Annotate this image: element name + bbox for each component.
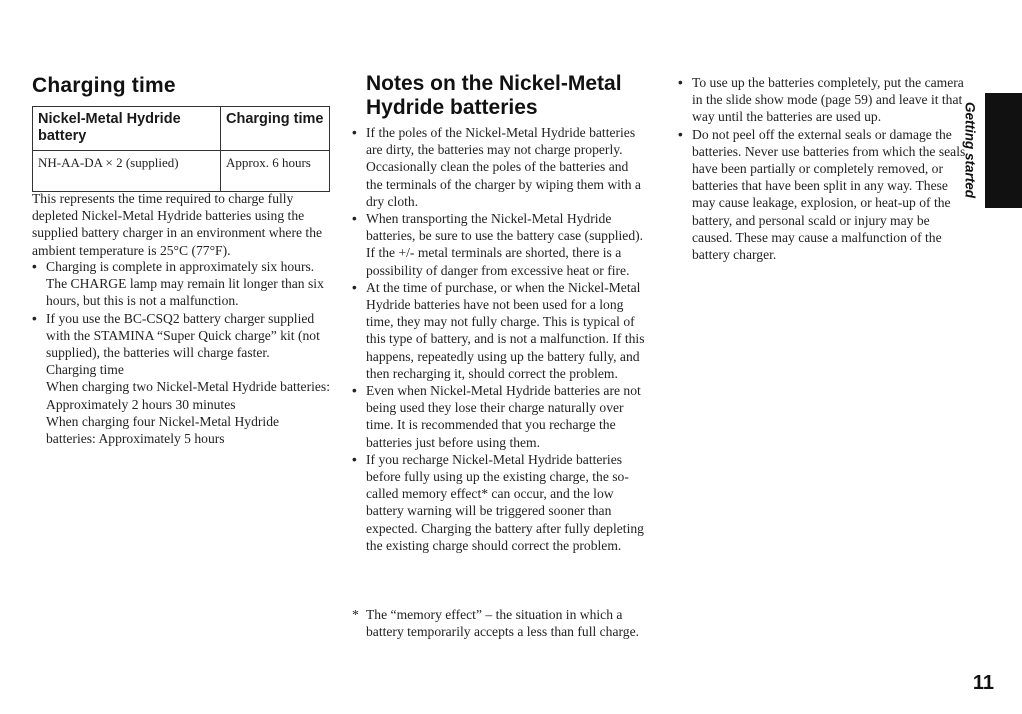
- time-cell: Approx. 6 hours: [221, 151, 330, 192]
- time-column-header: Charging time: [221, 107, 330, 151]
- notes-heading: Notes on the Nickel-Metal Hydride batteries: [366, 72, 622, 119]
- list-item: • Do not peel off the external seals or damage the batteries. Never use batteries from which the seals have been partially or completely removed, or batteries that have been split in any way. These may cause leakage, explosion, or heat-up of the battery, and personal scald or injury may be caused. These may cause a malfunction of the battery charger.: [678, 126, 966, 264]
- right-notes-list: [678, 74, 966, 263]
- list-item: • If the poles of the Nickel-Metal Hydride batteries are dirty, the batteries may not charge properly. Occasionally clean the poles of the batteries and the terminals of the charger by wiping them with a dry cloth.: [352, 124, 648, 210]
- footnote-text: The “memory effect” – the situation in which a battery temporarily accepts a less than full charge.: [366, 607, 640, 640]
- battery-cell: NH-AA-DA × 2 (supplied): [33, 151, 221, 192]
- list-item: When charging four Nickel-Metal Hydride batteries: Approximately 5 hours: [46, 413, 280, 447]
- list-item: • Charging is complete in approximately six hours. The CHARGE lamp may remain lit longer than six hours, but this is not a malfunction.: [32, 258, 332, 310]
- list-item: • To use up the batteries completely, put the camera in the slide show mode (page 59) and leave it that way until the batteries are used up.: [678, 74, 966, 126]
- charging-notes-list: [32, 258, 332, 447]
- section-tab-marker: [985, 93, 1022, 208]
- charging-time-table: [32, 106, 330, 192]
- battery-column-header: Nickel-Metal Hydride battery: [33, 107, 221, 151]
- table-header-row: [33, 107, 330, 151]
- table-row: [33, 151, 330, 192]
- notes-list: [352, 124, 648, 554]
- page-number: 11: [972, 672, 994, 694]
- charging-description: This represents the time required to charge fully depleted Nickel-Metal Hydride batteries using the supplied battery charger in an environment where the ambient temperature is 25°C (77°F).: [32, 191, 323, 258]
- memory-effect-footnote: [352, 606, 662, 640]
- list-item: • If you use the BC-CSQ2 battery charger supplied with the STAMINA “Super Quick charge” kit (not supplied), the batteries will charge faster.: [32, 310, 332, 362]
- asterisk-mark: *: [352, 607, 359, 622]
- sub-heading: Charging time: [46, 362, 124, 378]
- charging-time-heading: Charging time: [32, 74, 176, 97]
- list-item: • At the time of purchase, or when the Nickel-Metal Hydride batteries have not been used for a long time, they may not fully charge. This is typical of this type of battery, and is not a malfunction. If this happens, repeatedly using up the battery fully, and then recharging it, should correct the problem.: [352, 279, 648, 382]
- section-label: Getting started: [962, 101, 978, 199]
- list-item: • If you recharge Nickel-Metal Hydride batteries before fully using up the existing charge, the so-called memory effect* can occur, and the low battery warning will be triggered sooner than expected. Charging the battery after fully depleting the existing charge should correct the problem.: [352, 451, 648, 554]
- list-item: • When transporting the Nickel-Metal Hydride batteries, be sure to use the battery case (supplied). If the +/- metal terminals are shorted, there is a possibility of danger from excessive heat or fire.: [352, 210, 648, 279]
- list-item: When charging two Nickel-Metal Hydride batteries: Approximately 2 hours 30 minutes: [46, 379, 330, 412]
- list-item: • Even when Nickel-Metal Hydride batteries are not being used they lose their charge naturally over time. It is recommended that you recharge the batteries just before using them.: [352, 382, 648, 451]
